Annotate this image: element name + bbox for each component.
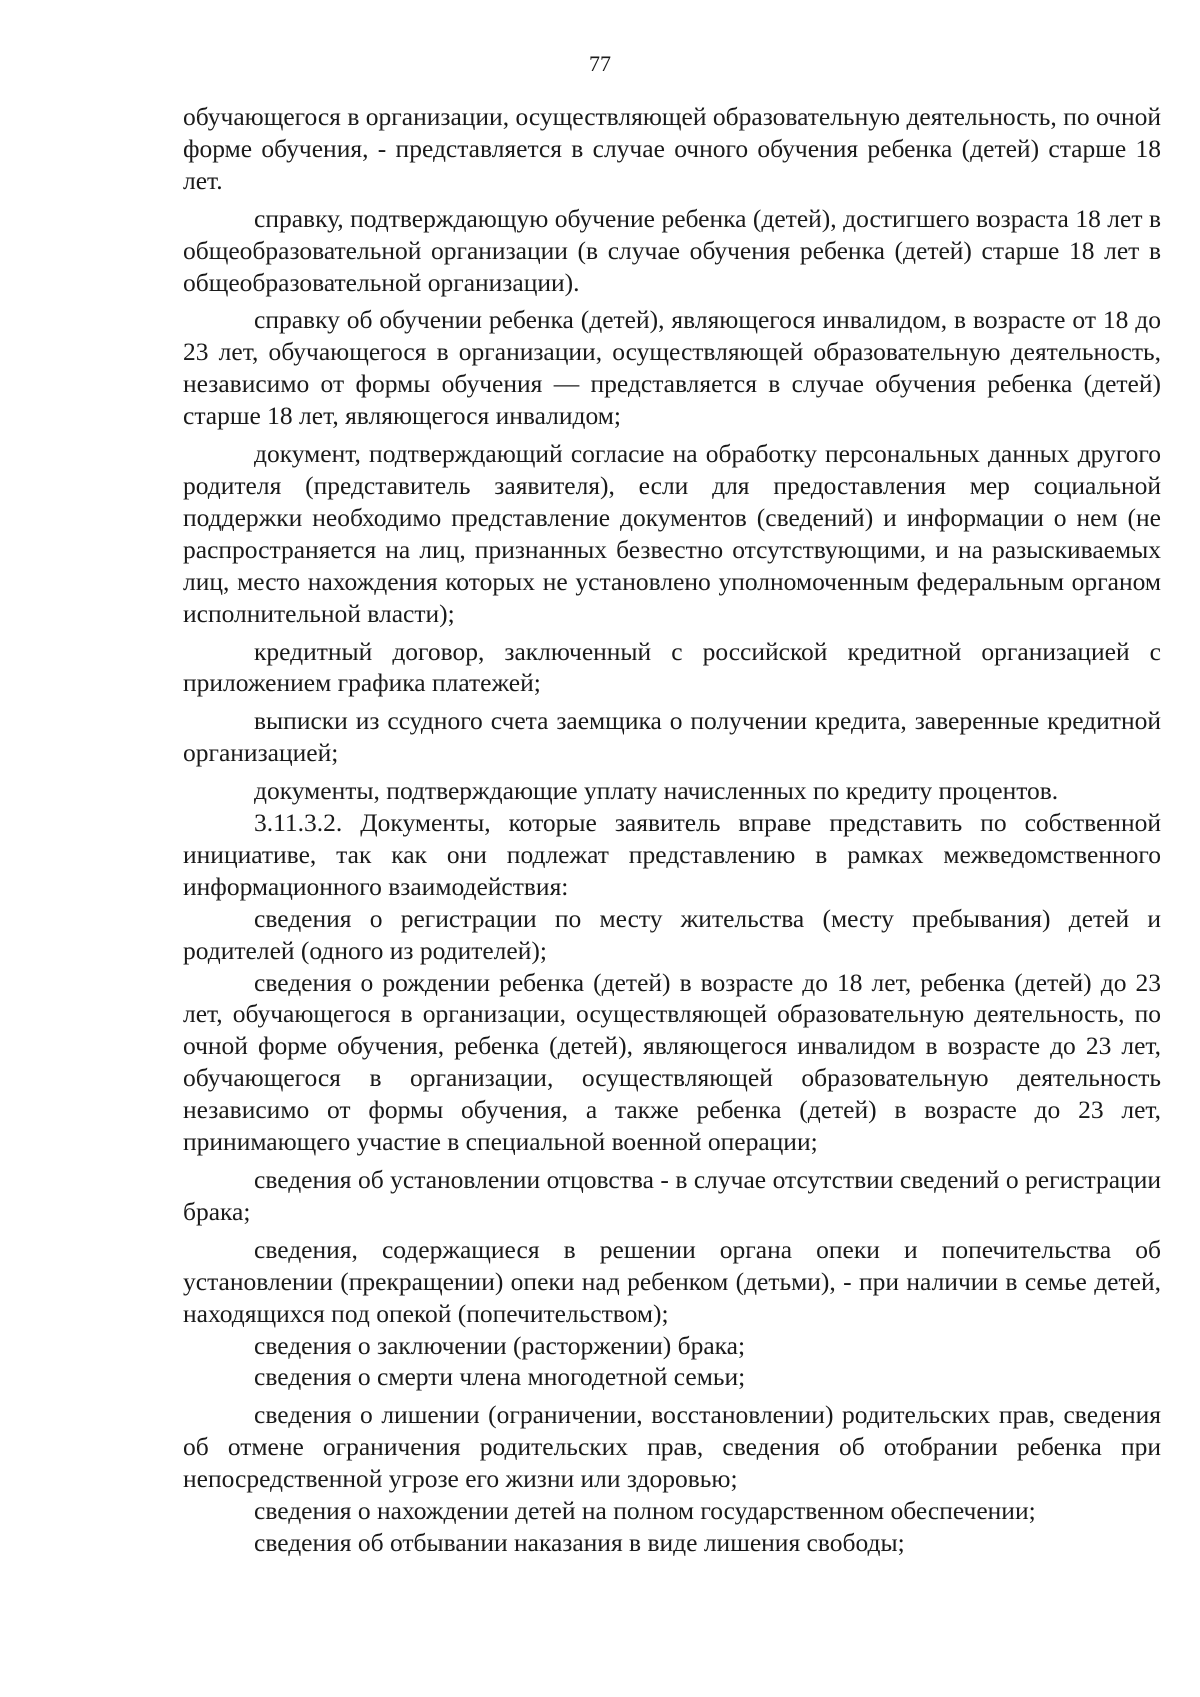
paragraph-parental-rights-info: сведения о лишении (ограничении, восстановлении) родительских прав, сведения об отмене ограничения родительских прав, сведения об отобрании ребенка при непосредственной угрозе его жизни или здоровью;	[183, 1400, 1161, 1494]
paragraph-imprisonment-info: сведения об отбывании наказания в виде лишения свободы;	[254, 1527, 905, 1557]
paragraph-death-info: сведения о смерти члена многодетной семьи;	[254, 1362, 746, 1392]
paragraph-state-support-info: сведения о нахождении детей на полном государственном обеспечении;	[254, 1496, 1036, 1526]
paragraph-registration-info: сведения о регистрации по месту жительства (месту пребывания) детей и родителей (одного из родителей);	[183, 903, 1161, 965]
page-number: 77	[589, 51, 611, 76]
paragraph-loan-account-statements: выписки из ссудного счета заемщика о получении кредита, заверенные кредитной организацией;	[183, 706, 1161, 768]
paragraph-birth-info: сведения о рождении ребенка (детей) в возрасте до 18 лет, ребенка (детей) до 23 лет, обучающегося в организации, осуществляющей образовательную деятельность, по очной форме обучения, ребенка (детей), являющегося инвалидом в возрасте до 23 лет, обучающегося в организации, осуществляющей образовательную деятельность независимо от формы обучения, а также ребенка (детей) в возрасте до 23 лет, принимающего участие в специальной военной операции;	[183, 967, 1161, 1157]
paragraph-continuation: обучающегося в организации, осуществляющей образовательную деятельность, по очной форме обучения, - представляется в случае очного обучения ребенка (детей) старше 18 лет.	[183, 102, 1161, 195]
paragraph-personal-data-consent: документ, подтверждающий согласие на обработку персональных данных другого родителя (представитель заявителя), если для предоставления мер социальной поддержки необходимо представление документов (сведений) и информации о нем (не распространяется на лиц, признанных безвестно отсутствующими, и на разыскиваемых лиц, место нахождения которых не установлено уполномоченным федеральным органом исполнительной власти);	[183, 439, 1161, 628]
paragraph-marriage-info: сведения о заключении (расторжении) брака;	[254, 1330, 746, 1360]
paragraph-guardianship-info: сведения, содержащиеся в решении органа опеки и попечительства об установлении (прекращении) опеки над ребенком (детьми), - при наличии в семье детей, находящихся под опекой (попечительством);	[183, 1234, 1161, 1328]
paragraph-interest-payment-documents: документы, подтверждающие уплату начисленных по кредиту процентов.	[254, 776, 1059, 806]
paragraph-general-education-certificate: справку, подтверждающую обучение ребенка (детей), достигшего возраста 18 лет в общеобразовательной организации (в случае обучения ребенка (детей) старше 18 лет в общеобразовательной организации).	[183, 203, 1161, 297]
paragraph-paternity-info: сведения об установлении отцовства - в случае отсутствии сведений о регистрации брака;	[183, 1165, 1161, 1226]
paragraph-disabled-child-education-certificate: справку об обучении ребенка (детей), являющегося инвалидом, в возрасте от 18 до 23 лет, обучающегося в организации, осуществляющей образовательную деятельность, независимо от формы обучения — представляется в случае обучения ребенка (детей) старше 18 лет, являющегося инвалидом;	[183, 305, 1161, 431]
paragraph-credit-agreement: кредитный договор, заключенный с российской кредитной организацией с приложением графика платежей;	[183, 636, 1161, 698]
paragraph-section-3-11-3-2: 3.11.3.2. Документы, которые заявитель вправе представить по собственной инициативе, так как они подлежат представлению в рамках межведомственного информационного взаимодействия:	[183, 808, 1161, 901]
document-body	[183, 101, 1161, 1559]
